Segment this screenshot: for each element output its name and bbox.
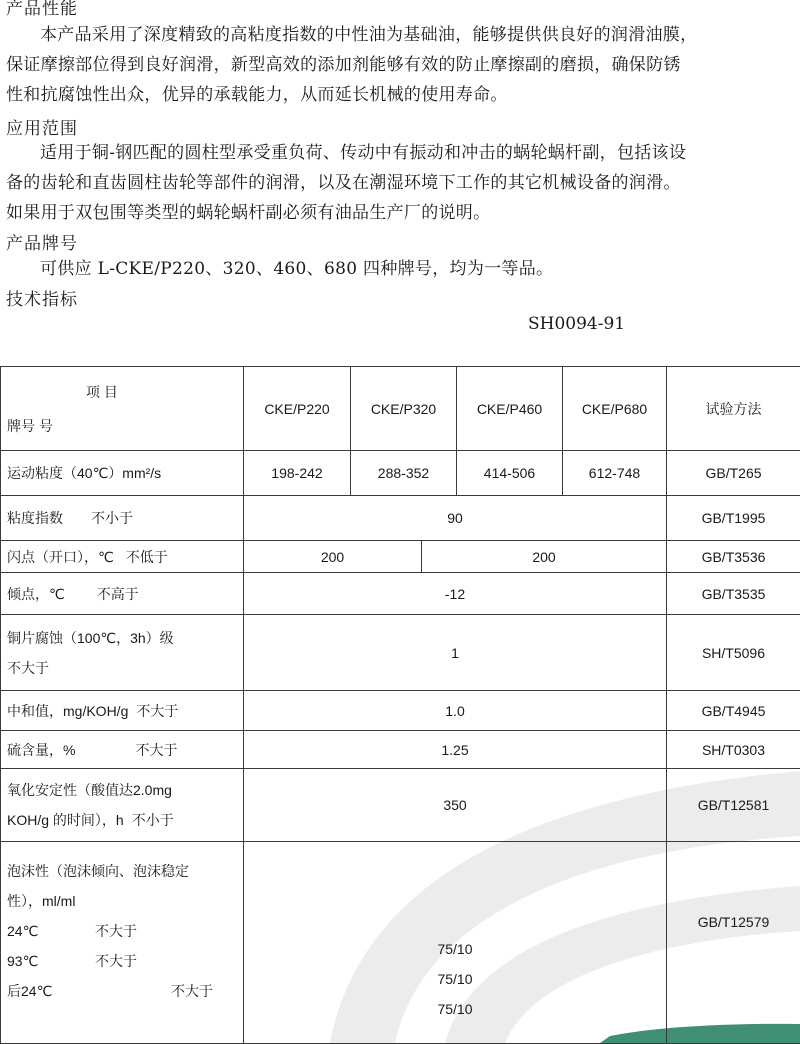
sulfur-value: 1.25 — [244, 731, 667, 769]
neutralization-value: 1.0 — [244, 691, 667, 731]
foam-method: GB/T12579 — [667, 842, 800, 1044]
viscosity-value-220: 198-242 — [244, 451, 351, 496]
pour-point-label: 倾点，℃ 不高于 — [1, 573, 244, 615]
table-row — [1, 769, 800, 842]
heading-grades: 产品牌号 — [6, 229, 78, 254]
viscosity-value-320: 288-352 — [351, 451, 457, 496]
copper-value: 1 — [244, 615, 667, 691]
heading-application: 应用范围 — [6, 114, 78, 139]
application-paragraph — [6, 138, 796, 228]
spec-table-area — [0, 366, 800, 1043]
viscosity-index-label: 粘度指数 不小于 — [1, 496, 244, 541]
neutralization-label: 中和值，mg/KOH/g 不大于 — [1, 691, 244, 731]
table-row — [1, 451, 800, 496]
table-header-row — [1, 367, 800, 451]
viscosity-label: 运动粘度（40℃）mm²/s — [1, 451, 244, 496]
viscosity-value-680: 612-748 — [563, 451, 667, 496]
performance-line-1: 本产品采用了深度精致的高粘度指数的中性油为基础油，能够提供供良好的润滑油膜， — [6, 20, 796, 50]
table-row — [1, 842, 800, 1044]
table-row — [1, 496, 800, 541]
header-grade-680: CKE/P680 — [563, 367, 667, 451]
sulfur-label: 硫含量，% 不大于 — [1, 731, 244, 769]
header-grade-320: CKE/P320 — [351, 367, 457, 451]
flash-point-label: 闪点（开口），℃ 不低于 — [1, 541, 244, 573]
application-line-2: 备的齿轮和直齿圆柱齿轮等部件的润滑，以及在潮湿环境下工作的其它机械设备的润滑。 — [6, 168, 796, 198]
foam-value-93: 75/10 — [250, 964, 660, 994]
foam-value-24: 75/10 — [250, 934, 660, 964]
heading-performance: 产品性能 — [6, 0, 78, 19]
header-item-label: 项 目 — [7, 382, 237, 402]
performance-paragraph — [6, 20, 796, 110]
flash-point-method: GB/T3536 — [667, 541, 800, 573]
foam-values — [244, 842, 667, 1044]
foam-label: 泡沫性（泡沫倾向、泡沫稳定 性），ml/ml 24℃ 不大于 93℃ 不大于 后24℃ 不大于 — [1, 842, 244, 1044]
standard-code: SH0094-91 — [528, 314, 625, 334]
foam-value-after-24: 75/10 — [250, 994, 660, 1024]
table-row — [1, 573, 800, 615]
oxidation-method: GB/T12581 — [667, 769, 800, 842]
oxidation-value: 350 — [244, 769, 667, 842]
header-grade-label: 牌号 号 — [7, 416, 237, 436]
copper-label: 铜片腐蚀（100℃，3h）级 不大于 — [1, 615, 244, 691]
header-grade-220: CKE/P220 — [244, 367, 351, 451]
spec-table — [0, 366, 800, 1044]
application-line-1: 适用于铜-钢匹配的圆柱型承受重负荷、传动中有振动和冲击的蜗轮蜗杆副，包括该设 — [6, 138, 796, 168]
flash-point-value-a: 200 — [244, 541, 422, 573]
table-row — [1, 541, 800, 573]
header-grade-460: CKE/P460 — [457, 367, 563, 451]
sulfur-method: SH/T0303 — [667, 731, 800, 769]
pour-point-method: GB/T3535 — [667, 573, 800, 615]
grades-paragraph — [6, 254, 796, 284]
oxidation-label: 氧化安定性（酸值达2.0mg KOH/g 的时间），h 不小于 — [1, 769, 244, 842]
header-item-cell — [1, 367, 244, 451]
heading-specs: 技术指标 — [6, 285, 78, 310]
table-row — [1, 615, 800, 691]
viscosity-index-method: GB/T1995 — [667, 496, 800, 541]
table-row — [1, 731, 800, 769]
table-row — [1, 691, 800, 731]
viscosity-index-value: 90 — [244, 496, 667, 541]
grades-line: 可供应 L-CKE/P220、320、460、680 四种牌号，均为一等品。 — [6, 254, 796, 284]
performance-line-3: 性和抗腐蚀性出众，优异的承载能力，从而延长机械的使用寿命。 — [6, 80, 796, 110]
flash-point-value-b: 200 — [422, 541, 667, 573]
pour-point-value: -12 — [244, 573, 667, 615]
application-line-3: 如果用于双包围等类型的蜗轮蜗杆副必须有油品生产厂的说明。 — [6, 198, 796, 228]
copper-method: SH/T5096 — [667, 615, 800, 691]
header-method: 试验方法 — [667, 367, 800, 451]
viscosity-value-460: 414-506 — [457, 451, 563, 496]
viscosity-method: GB/T265 — [667, 451, 800, 496]
performance-line-2: 保证摩擦部位得到良好润滑，新型高效的添加剂能够有效的防止摩擦副的磨损，确保防锈 — [6, 50, 796, 80]
neutralization-method: GB/T4945 — [667, 691, 800, 731]
